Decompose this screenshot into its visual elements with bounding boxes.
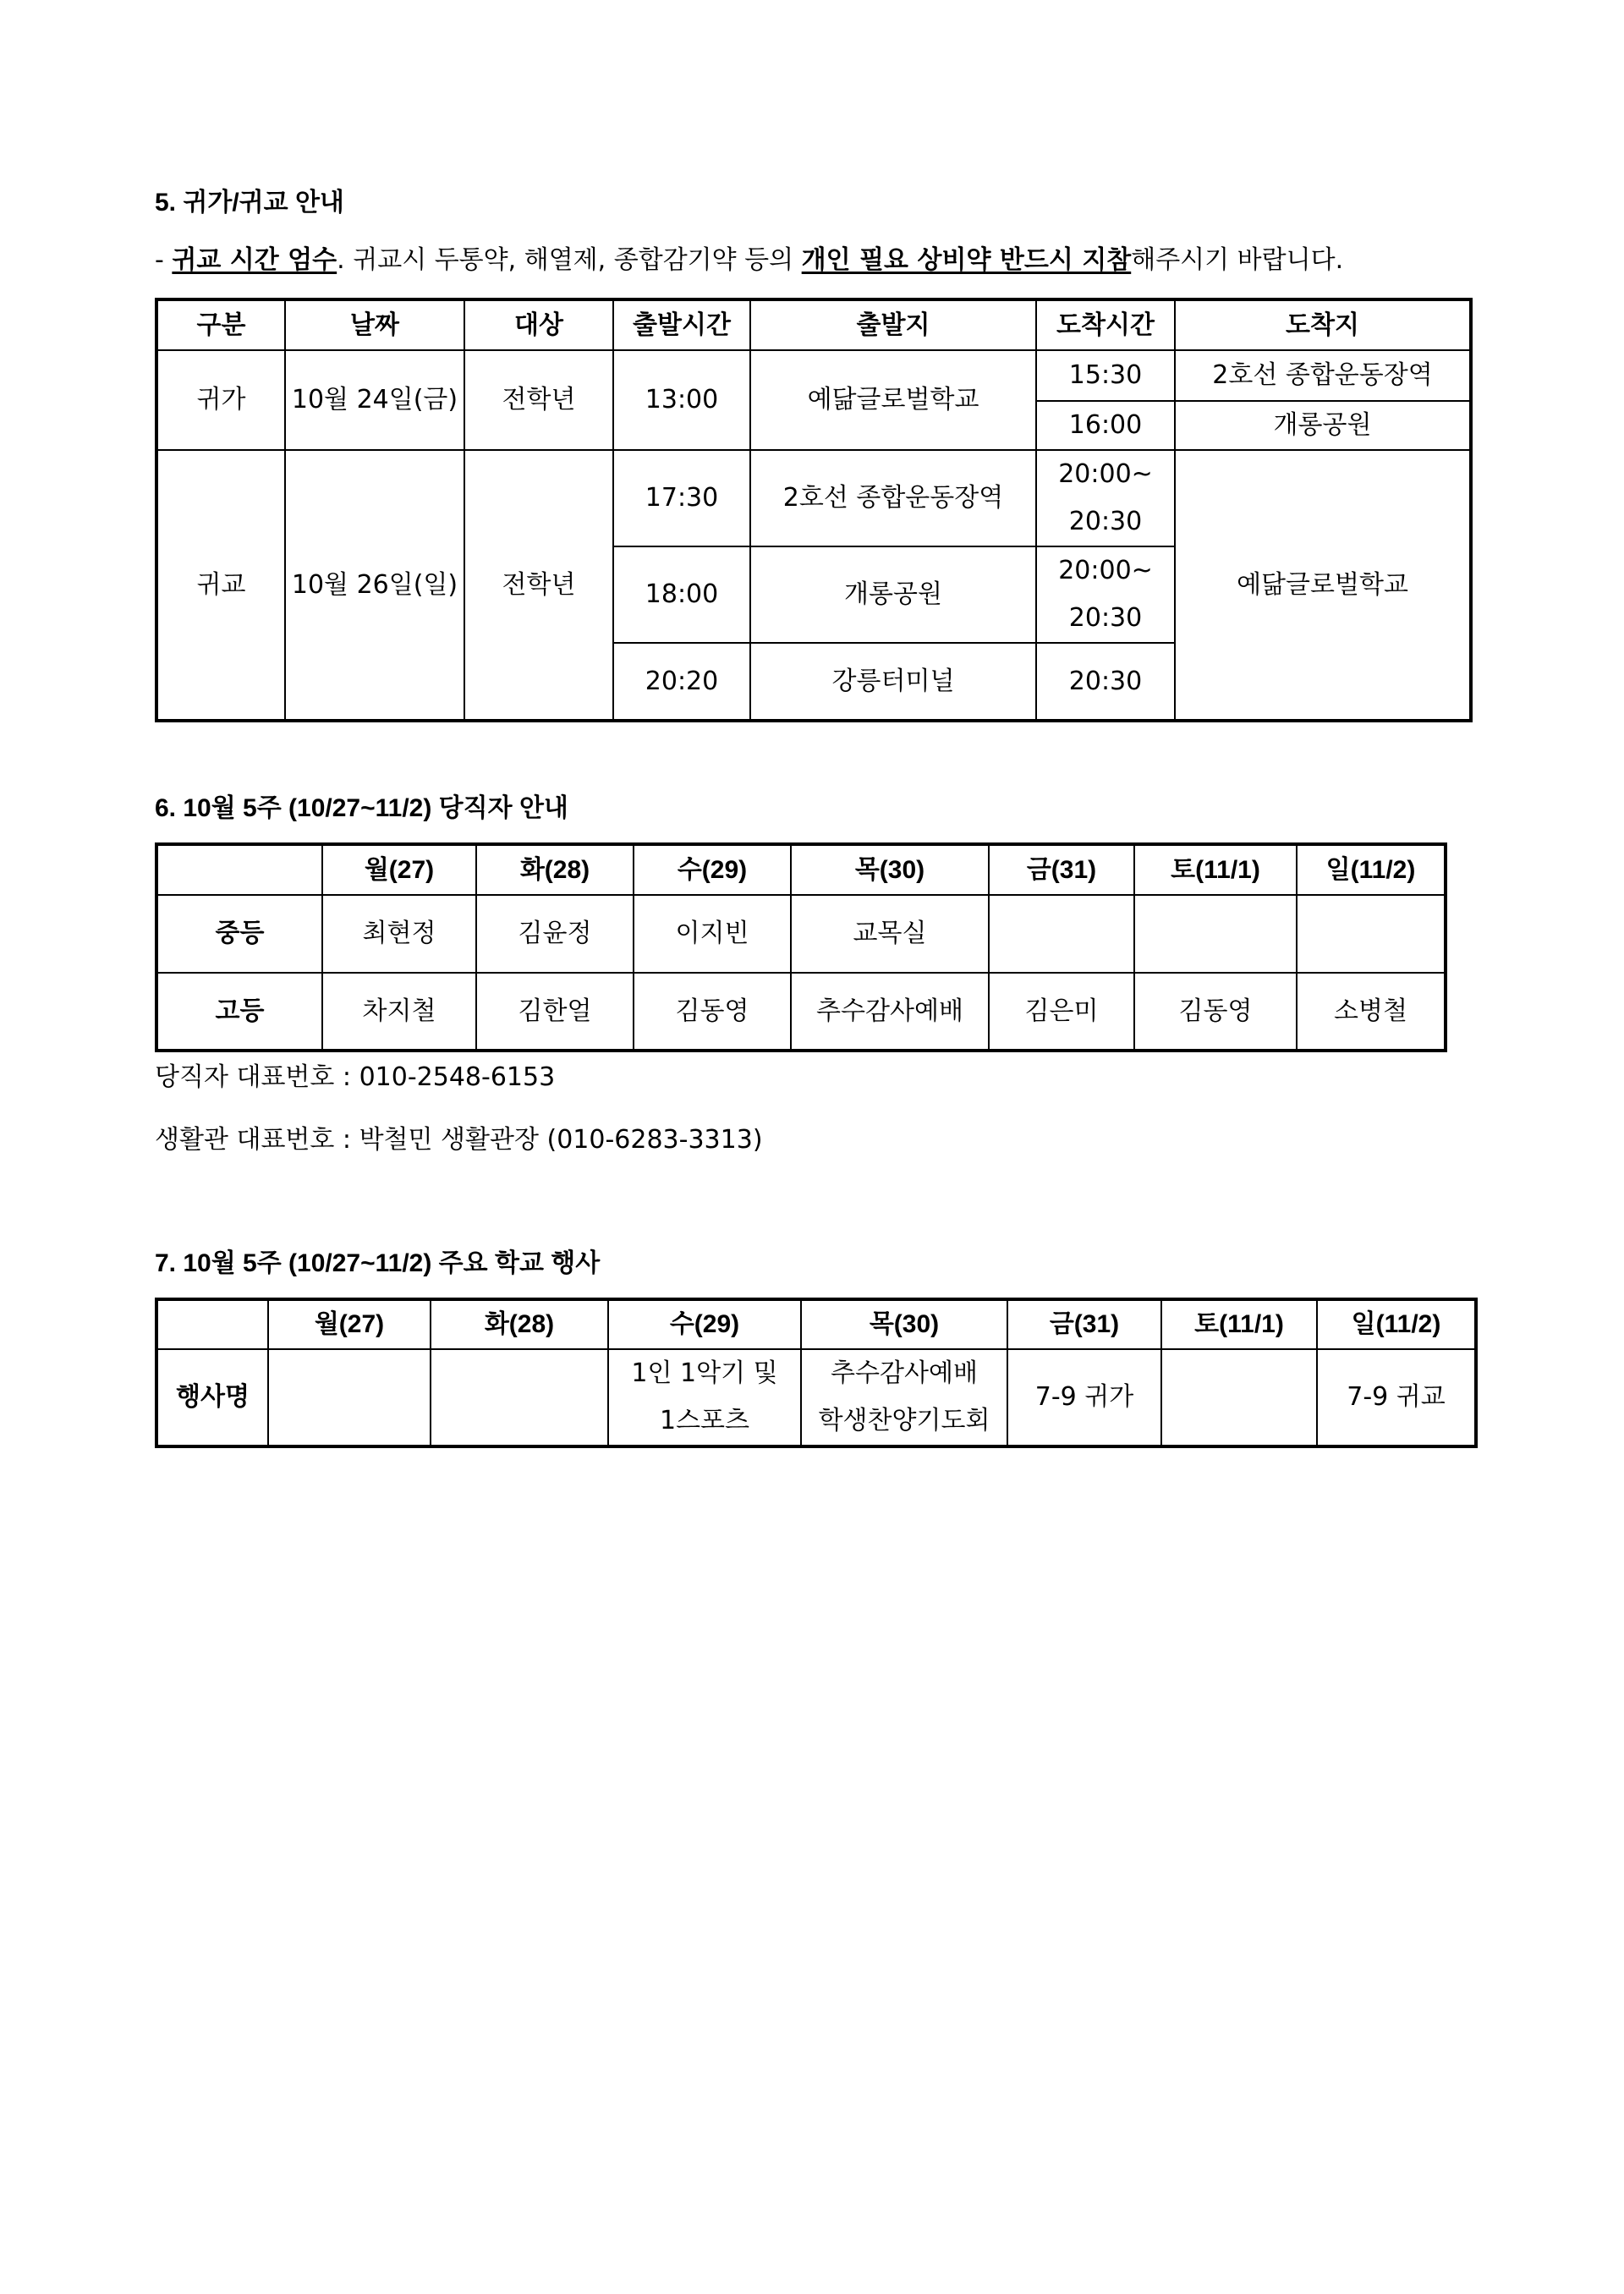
header-arrive-time: 도착시간 xyxy=(1036,299,1175,350)
event-cell: 7-9 귀가 xyxy=(1007,1349,1161,1446)
day-header: 일(11/2) xyxy=(1297,844,1446,895)
day-header: 월(27) xyxy=(322,844,476,895)
duty-cell: 소병철 xyxy=(1297,973,1446,1051)
row-label-high: 고등 xyxy=(156,973,322,1051)
duty-cell: 김은미 xyxy=(989,973,1134,1051)
table-row xyxy=(156,973,1446,1051)
header-date: 날짜 xyxy=(285,299,464,350)
note-emphasis-2: 개인 필요 상비약 반드시 지참 xyxy=(801,245,1132,275)
day-header: 토(11/1) xyxy=(1161,1299,1317,1349)
duty-cell: 최현정 xyxy=(322,895,476,973)
events-row-label: 행사명 xyxy=(156,1349,268,1446)
arrive-time: 20:00~ 20:30 xyxy=(1036,450,1175,546)
day-header: 목(30) xyxy=(801,1299,1007,1349)
go-home-type: 귀가 xyxy=(156,350,285,450)
note-prefix: - xyxy=(155,245,173,275)
day-header: 월(27) xyxy=(268,1299,431,1349)
duty-phone: 당직자 대표번호 : 010-2548-6153 xyxy=(155,1062,556,1092)
duty-cell: 김한얼 xyxy=(476,973,634,1051)
header-depart-time: 출발시간 xyxy=(613,299,750,350)
section7-title: 7. 10월 5주 (10/27~11/2) 주요 학교 행사 xyxy=(155,1249,601,1277)
depart-place: 2호선 종합운동장역 xyxy=(750,450,1036,546)
day-header: 화(28) xyxy=(431,1299,608,1349)
table-row xyxy=(156,895,1446,973)
day-header: 금(31) xyxy=(1007,1299,1161,1349)
events-table xyxy=(155,1298,1478,1448)
dorm-phone: 생활관 대표번호 : 박철민 생활관장 (010-6283-3313) xyxy=(155,1125,763,1155)
duty-corner-cell xyxy=(156,844,322,895)
section5-note xyxy=(155,244,1343,277)
day-header: 목(30) xyxy=(791,844,989,895)
table-row xyxy=(156,1349,1476,1446)
return-target: 전학년 xyxy=(464,450,613,721)
arrive-time: 20:30 xyxy=(1036,643,1175,721)
depart-place: 강릉터미널 xyxy=(750,643,1036,721)
duty-cell: 이지빈 xyxy=(634,895,791,973)
duty-header-row xyxy=(156,844,1446,895)
go-home-date: 10월 24일(금) xyxy=(285,350,464,450)
day-header: 토(11/1) xyxy=(1134,844,1297,895)
duty-cell: 차지철 xyxy=(322,973,476,1051)
go-home-target: 전학년 xyxy=(464,350,613,450)
day-header: 금(31) xyxy=(989,844,1134,895)
section5-title: 5. 귀가/귀교 안내 xyxy=(155,189,344,217)
note-emphasis-1: 귀교 시간 엄수 xyxy=(172,245,337,275)
row-label-middle: 중등 xyxy=(156,895,322,973)
table-row xyxy=(156,450,1471,546)
transport-header-row xyxy=(156,299,1471,350)
event-cell: 1인 1악기 및 1스포츠 xyxy=(608,1349,801,1446)
duty-cell: 김윤정 xyxy=(476,895,634,973)
depart-time: 18:00 xyxy=(613,546,750,643)
day-header: 화(28) xyxy=(476,844,634,895)
depart-place: 개롱공원 xyxy=(750,546,1036,643)
day-header: 일(11/2) xyxy=(1317,1299,1476,1349)
duty-cell: 교목실 xyxy=(791,895,989,973)
duty-cell: 김동영 xyxy=(634,973,791,1051)
header-arrive-place: 도착지 xyxy=(1175,299,1471,350)
arrive-place: 개롱공원 xyxy=(1175,401,1471,450)
duty-cell xyxy=(989,895,1134,973)
header-target: 대상 xyxy=(464,299,613,350)
go-home-depart-place: 예닮글로벌학교 xyxy=(750,350,1036,450)
go-home-depart-time: 13:00 xyxy=(613,350,750,450)
events-header-row xyxy=(156,1299,1476,1349)
duty-table xyxy=(155,842,1447,1052)
return-type: 귀교 xyxy=(156,450,285,721)
arrive-place: 2호선 종합운동장역 xyxy=(1175,350,1471,401)
duty-cell: 김동영 xyxy=(1134,973,1297,1051)
duty-cell xyxy=(1297,895,1446,973)
header-type: 구분 xyxy=(156,299,285,350)
arrive-time: 15:30 xyxy=(1036,350,1175,401)
depart-time: 17:30 xyxy=(613,450,750,546)
section6-title: 6. 10월 5주 (10/27~11/2) 당직자 안내 xyxy=(155,794,568,822)
header-depart-place: 출발지 xyxy=(750,299,1036,350)
day-header: 수(29) xyxy=(608,1299,801,1349)
return-date: 10월 26일(일) xyxy=(285,450,464,721)
event-cell: 추수감사예배 학생찬양기도회 xyxy=(801,1349,1007,1446)
day-header: 수(29) xyxy=(634,844,791,895)
arrive-time: 16:00 xyxy=(1036,401,1175,450)
event-cell xyxy=(431,1349,608,1446)
transport-table xyxy=(155,298,1473,722)
note-middle: . 귀교시 두통약, 해열제, 종합감기약 등의 xyxy=(337,245,802,275)
event-cell xyxy=(1161,1349,1317,1446)
arrive-time: 20:00~ 20:30 xyxy=(1036,546,1175,643)
events-corner-cell xyxy=(156,1299,268,1349)
table-row xyxy=(156,350,1471,401)
return-destination: 예닮글로벌학교 xyxy=(1175,450,1471,721)
duty-cell xyxy=(1134,895,1297,973)
note-suffix: 해주시기 바랍니다. xyxy=(1131,245,1344,275)
depart-time: 20:20 xyxy=(613,643,750,721)
event-cell xyxy=(268,1349,431,1446)
duty-cell: 추수감사예배 xyxy=(791,973,989,1051)
event-cell: 7-9 귀교 xyxy=(1317,1349,1476,1446)
